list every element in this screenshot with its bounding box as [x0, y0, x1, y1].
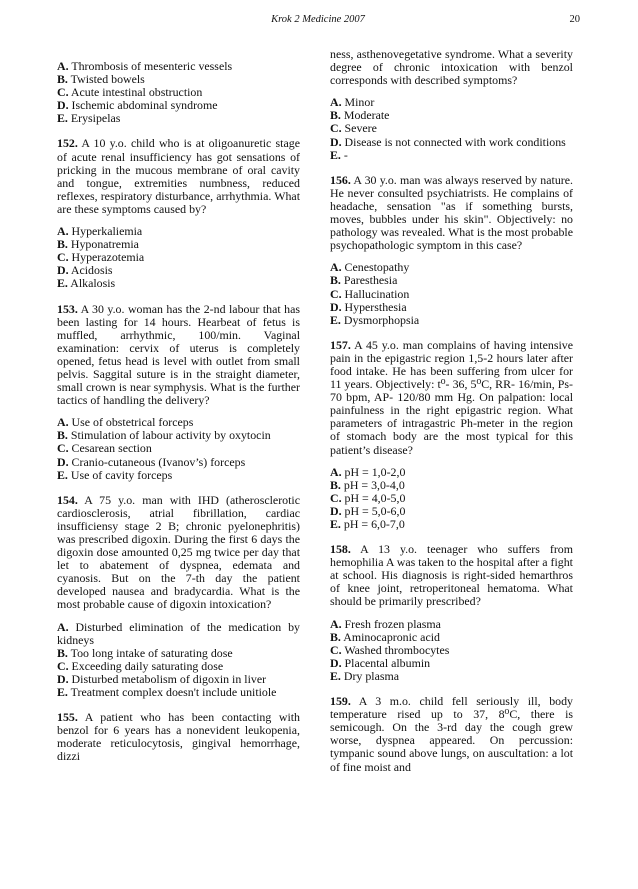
- answer-option: E. Alkalosis: [57, 276, 116, 291]
- answer-option: D. pH = 5,0-6,0: [330, 503, 406, 518]
- answer-option: B. Aminocapronic acid: [330, 629, 440, 644]
- page-header: [56, 14, 580, 30]
- question-text: ness, asthenovegetative syndrome. What a severity degree of chronic intoxication with benzol corresponds with described symptoms?: [330, 47, 573, 88]
- question-text: A 30 y.o. woman has the 2-nd labour that has been lasting for 14 hours. Hearbeat of fetus is muffled, arrhythmic, 100/min. Vaginal examination: cervix of uterus is completely opened, fetus head is level with outlet from small pelvis. Saggital suture is in the straight diameter, small crown is near symphysis. What is the further tactics of handling the delivery?: [57, 301, 300, 408]
- answer-option: E. Use of cavity forceps: [57, 467, 173, 482]
- answer-option: E. -: [330, 147, 348, 162]
- answer-option: E. pH = 6,0-7,0: [330, 517, 405, 531]
- question-text: A patient who has been contacting with benzol for 6 years has a nonevident leukopenia, moderate reticulocytosis, gingival hemorrhage, dizzi: [57, 710, 300, 764]
- answer-option: A. Hyperkaliemia: [57, 224, 143, 239]
- answer-option: A. Thrombosis of mesenteric vessels: [57, 59, 233, 73]
- answer-options-151: [57, 60, 300, 125]
- answer-option: A. Use of obstetrical forceps: [57, 415, 194, 430]
- answer-options-153: [57, 416, 300, 481]
- right-column: [330, 48, 573, 783]
- question-156: [330, 174, 573, 253]
- answer-option: A. Minor: [330, 95, 375, 110]
- answer-option: A. Fresh frozen plasma: [330, 616, 441, 631]
- question-154: [57, 494, 300, 612]
- answer-option: C. Severe: [330, 121, 377, 136]
- answer-option: B. Twisted bowels: [57, 72, 145, 87]
- answer-options-156: [330, 261, 573, 326]
- question-158: [330, 543, 573, 608]
- question-number: 156.: [330, 172, 351, 187]
- question-number: 152.: [57, 136, 78, 151]
- answer-option: E. Dysmorphopsia: [330, 312, 420, 327]
- question-text: A 45 y.o. man complains of having intensive pain in the epigastric region 1,5-2 hours later after food intake. He has been suffering from ulcer for 11 years. Objectively: t⁰- 36, 5⁰C, RR- 16/min, Ps- 70 bpm, AP- 120/80 mm Hg. On palpation: local painfulness in the right epigastric region. What parameters of intragastric Ph-meter in the region of stomach body are the most typical for this patient’s disease?: [330, 337, 573, 457]
- answer-option: C. Exceeding daily saturating dose: [57, 658, 224, 673]
- question-number: 157.: [330, 337, 351, 352]
- question-number: 159.: [330, 694, 351, 709]
- answer-option: D. Ischemic abdominal syndrome: [57, 98, 218, 113]
- answer-option: D. Placental albumin: [330, 655, 431, 670]
- answer-option: E. Treatment complex doesn't include unitiole: [57, 685, 277, 700]
- answer-option: C. Acute intestinal obstruction: [57, 85, 203, 100]
- question-text: A 13 y.o. teenager who suffers from hemophilia A was taken to the hospital after a fight at school. His diagnosis is right-sided hemarthros of knee joint, retroperitoneal hematoma. What should be primarily prescribed?: [330, 542, 573, 609]
- page-number: 20: [569, 14, 580, 25]
- answer-option: D. Disease is not connected with work conditions: [330, 134, 566, 149]
- answer-option: C. Cesarean section: [57, 441, 152, 456]
- answer-options-152: [57, 225, 300, 290]
- answer-options-157: [330, 466, 573, 531]
- answer-option: B. Stimulation of labour activity by oxytocin: [57, 428, 271, 443]
- question-text: A 75 y.o. man with IHD (atherosclerotic cardiosclerosis, atrial fibrillation, cardiac insufficiensy stage 2 B; chronic pyelonephritis) was prescribed digoxin. During the first 6 days the digoxin dose amounted 0,25 mg twice per day that let to abatement of dyspnea, edemata and cyanosis. But on the 7-th day the patient developed nausea and bradycardia. What is the most probable cause of digoxin intoxication?: [57, 492, 300, 612]
- question-text: A 3 m.o. child fell seriously ill, body temperature rised up to 37, 8⁰C, there is semicough. On the 3-rd day the cough grew worse, dyspnea appeared. On percussion: tympanic sound above lungs, on auscultation: a lot of fine moist and: [330, 694, 573, 774]
- question-number: 158.: [330, 542, 351, 557]
- answer-options-158: [330, 618, 573, 683]
- left-column: [57, 60, 300, 773]
- answer-option: B. Hyponatremia: [57, 237, 139, 252]
- answer-option: D. Acidosis: [57, 263, 113, 278]
- answer-options-154: [57, 621, 300, 700]
- answer-option: D. Cranio-cutaneous (Ivanov’s) forceps: [57, 454, 246, 469]
- question-159: [330, 695, 573, 774]
- answer-option: A. pH = 1,0-2,0: [330, 464, 406, 479]
- answer-option: B. pH = 3,0-4,0: [330, 477, 405, 492]
- question-157: [330, 339, 573, 457]
- answer-option: C. Hyperazotemia: [57, 250, 145, 265]
- answer-option: D. Disturbed metabolism of digoxin in liver: [57, 671, 267, 686]
- question-number: 154.: [57, 492, 78, 507]
- answer-option: A. Disturbed elimination of the medication by kidneys: [57, 619, 300, 647]
- question-number: 155.: [57, 710, 78, 725]
- answer-option: A. Cenestopathy: [330, 260, 410, 275]
- question-text: A 10 y.o. child who is at oligoanuretic stage of acute renal insufficiency has got sensations of pricking in the mucous membrane of oral cavity and tongue, extremities numbness, reduced reflexes, respiratory disturbance, arrhythmia. What are these symptoms caused by?: [57, 136, 300, 216]
- question-153: [57, 303, 300, 408]
- answer-option: E. Dry plasma: [330, 668, 400, 683]
- answer-option: E. Erysipelas: [57, 111, 121, 126]
- answer-option: C. pH = 4,0-5,0: [330, 490, 406, 505]
- answer-options-155: [330, 96, 573, 161]
- question-152: [57, 137, 300, 216]
- question-number: 153.: [57, 301, 78, 316]
- answer-option: B. Paresthesia: [330, 273, 398, 288]
- question-text: A 30 y.o. man was always reserved by nature. He never consulted psychiatrists. He complains of headache, sensation "as if something bursts, moves, bubbles under his skin". Objectively: no pathology was revealed. What is the most probable psychopathologic symptom in this case?: [330, 172, 573, 253]
- question-155: [57, 711, 300, 763]
- answer-option: C. Washed thrombocytes: [330, 642, 450, 657]
- answer-option: B. Too long intake of saturating dose: [57, 645, 233, 660]
- answer-option: C. Hallucination: [330, 286, 410, 301]
- answer-option: D. Hypersthesia: [330, 299, 407, 314]
- answer-option: B. Moderate: [330, 108, 390, 123]
- running-title: Krok 2 Medicine 2007: [271, 14, 365, 25]
- question-155-continued: [330, 48, 573, 87]
